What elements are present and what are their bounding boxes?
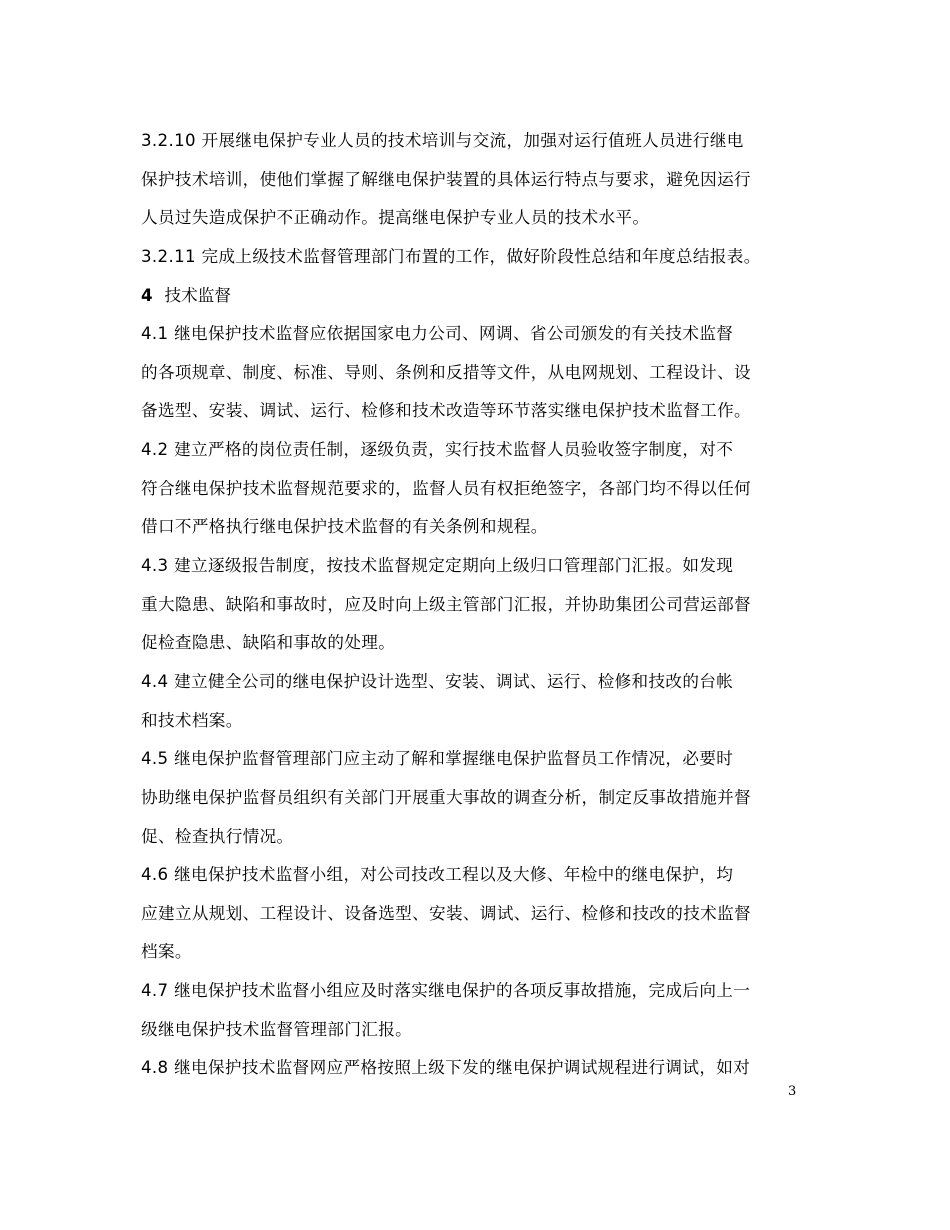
- section-number: 4: [141, 285, 153, 305]
- text-line: 促检查隐患、缺陷和事故的处理。: [141, 633, 396, 653]
- text-line: 档案。: [141, 942, 192, 962]
- body-text: [141, 122, 817, 1088]
- text-line: 人员过失造成保护不正确动作。提高继电保护专业人员的技术水平。: [141, 208, 650, 228]
- text-line: 的各项规章、制度、标准、导则、条例和反措等文件，从电网规划、工程设计、设: [141, 362, 751, 382]
- text-line: 4.7 继电保护技术监督小组应及时落实继电保护的各项反事故措施，完成后向上一: [141, 981, 751, 1001]
- text-line: 3.2.11 完成上级技术监督管理部门布置的工作，做好阶段性总结和年度总结报表。: [141, 246, 761, 266]
- text-line: 4.5 继电保护监督管理部门应主动了解和掌握继电保护监督员工作情况，必要时: [141, 749, 734, 769]
- text-line: 和技术档案。: [141, 710, 243, 730]
- text-line: 3.2.10 开展继电保护专业人员的技术培训与交流，加强对运行值班人员进行继电: [141, 131, 744, 150]
- text-line: 4.6 继电保护技术监督小组，对公司技改工程以及大修、年检中的继电保护，均: [141, 865, 734, 885]
- text-line: 4.2 建立严格的岗位责任制，逐级负责，实行技术监督人员验收签字制度，对不: [141, 440, 734, 460]
- text-line: 4.3 建立逐级报告制度，按技术监督规定定期向上级归口管理部门汇报。如发现: [141, 556, 734, 576]
- text-line: 级继电保护技术监督管理部门汇报。: [141, 1019, 413, 1039]
- page-number: 3: [788, 1084, 797, 1099]
- section-title: 技术监督: [164, 285, 231, 305]
- text-line: 备选型、安装、调试、运行、检修和技术改造等环节落实继电保护技术监督工作。: [141, 401, 751, 421]
- text-line: 保护技术培训，使他们掌握了解继电保护装置的具体运行特点与要求，避免因运行: [141, 169, 751, 189]
- section-heading: [141, 277, 817, 316]
- text-line: 重大隐患、缺陷和事故时，应及时向上级主管部门汇报，并协助集团公司营运部督: [141, 594, 751, 614]
- text-line: 应建立从规划、工程设计、设备选型、安装、调试、运行、检修和技改的技术监督: [141, 903, 751, 923]
- text-line: 4.4 建立健全公司的继电保护设计选型、安装、调试、运行、检修和技改的台帐: [141, 671, 734, 691]
- text-line: 4.8 继电保护技术监督网应严格按照上级下发的继电保护调试规程进行调试，如对: [141, 1058, 751, 1078]
- text-line: 借口不严格执行继电保护技术监督的有关条例和规程。: [141, 517, 548, 537]
- text-line: 符合继电保护技术监督规范要求的，监督人员有权拒绝签字，各部门均不得以任何: [141, 478, 751, 498]
- text-line: 促、检查执行情况。: [141, 826, 294, 846]
- text-line: 协助继电保护监督员组织有关部门开展重大事故的调查分析，制定反事故措施并督: [141, 787, 751, 807]
- text-line: 4.1 继电保护技术监督应依据国家电力公司、网调、省公司颁发的有关技术监督: [141, 324, 734, 344]
